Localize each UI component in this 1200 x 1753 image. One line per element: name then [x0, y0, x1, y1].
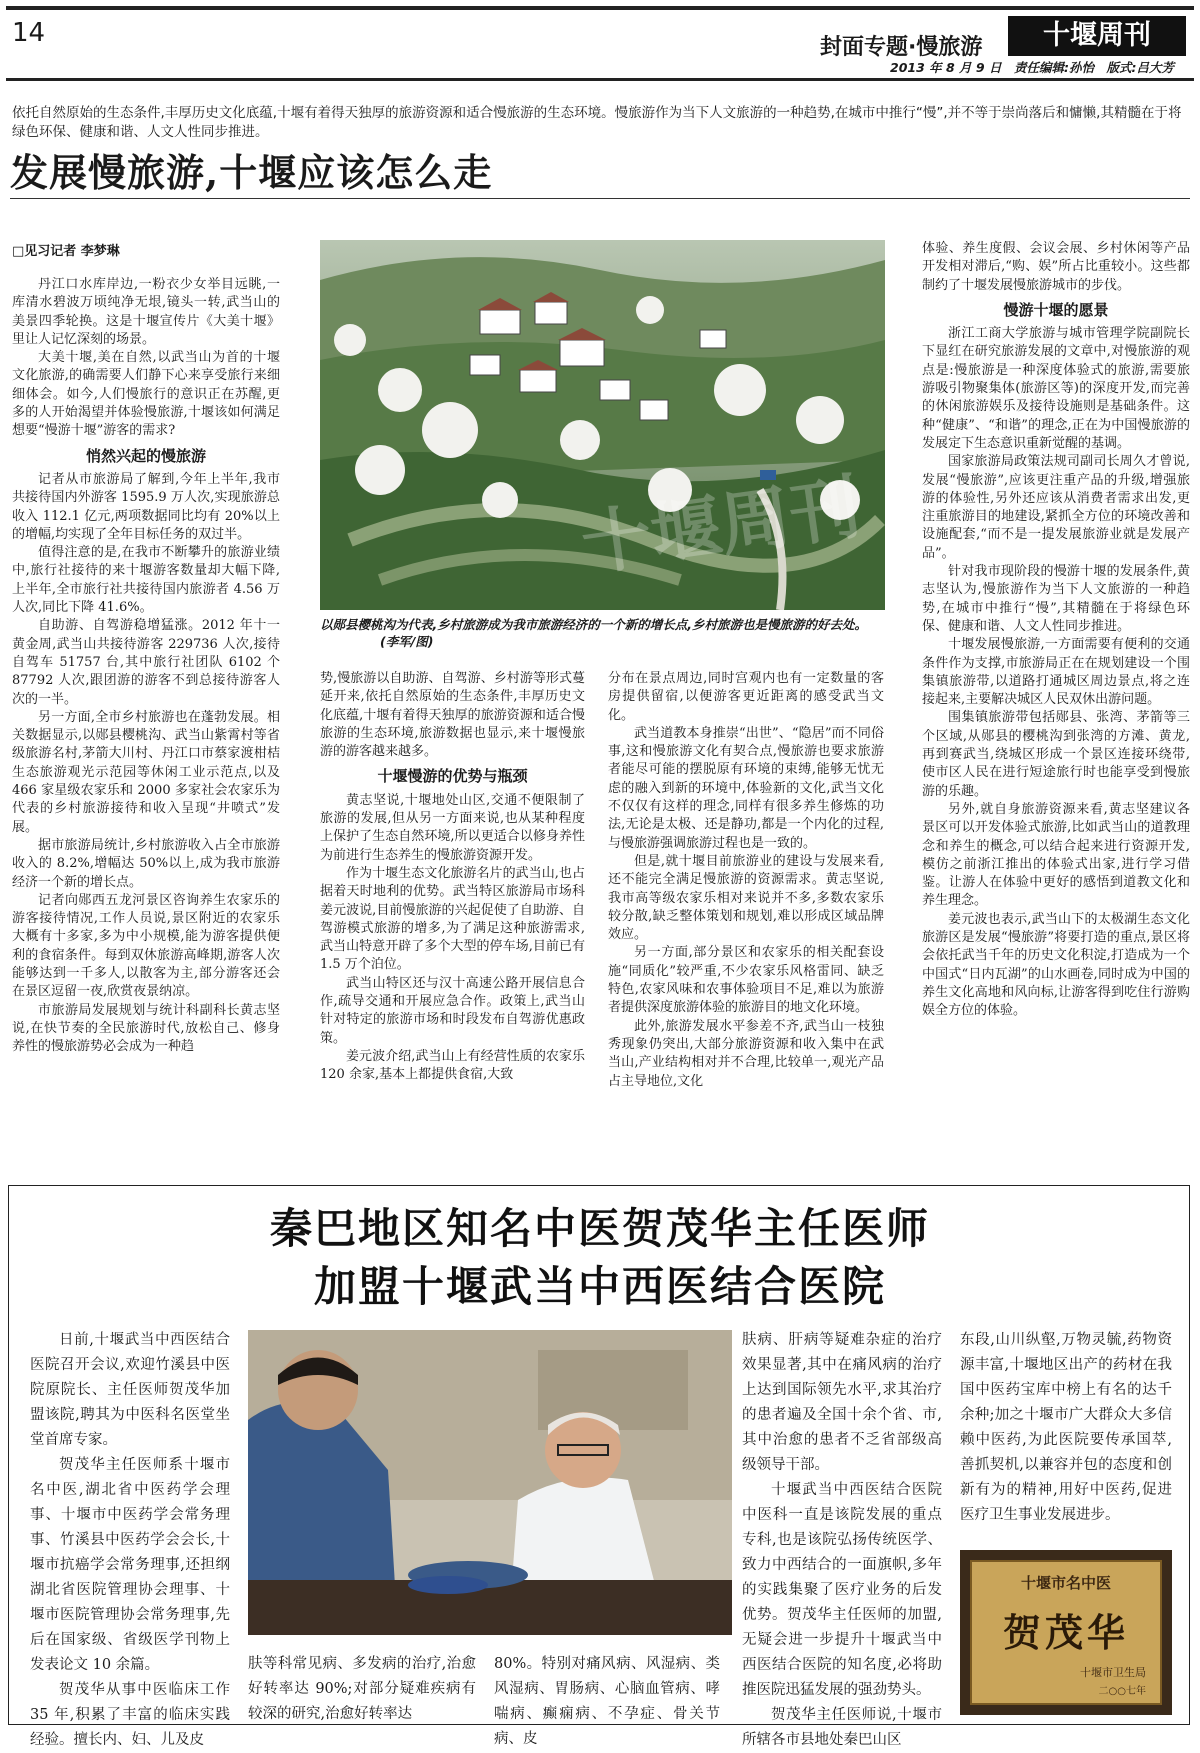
paragraph: 市旅游局发展规划与统计科副科长黄志坚说,在快节奏的全民旅游时代,放松自己、修身养性的慢旅游势必会成为一种趋	[12, 1002, 280, 1055]
header-rule	[6, 78, 1194, 81]
paragraph: 浙江工商大学旅游与城市管理学院副院长下显红在研究旅游发展的文章中,对慢旅游的观点是:慢旅游是一种深度体验式的旅游,需要旅游吸引物聚集体(旅游区等)的深度开发,而完善的休闲旅游娱乐及接待设施则是基础条件。这种“健康”、“和谐”的理念,正在为中国慢旅游的发展定下生态意识重新觉醒的基调。	[922, 326, 1190, 451]
subheading: 悄然兴起的慢旅游	[85, 446, 206, 465]
ad-col-3	[494, 1652, 720, 1752]
paragraph: 丹江口水库岸边,一粉衣少女举目远眺,一库清水碧波万顷纯净无垠,镜头一转,武当山的美景四季轮换。这是十堰宣传片《大美十堰》里让人记忆深刻的场景。	[12, 277, 280, 347]
paragraph: 值得注意的是,在我市不断攀升的旅游业绩中,旅行社接待的来十堰游客数量却大幅下降,上半年,全市旅行社共接待国内旅游者 4.56 万人次,同比下降 41.6%。	[12, 545, 280, 616]
caption-credit: (李军/图)	[380, 634, 434, 649]
plaque-face	[970, 1560, 1162, 1705]
photo-watermark: 十堰周刊	[576, 464, 866, 587]
plaque-name: 贺茂华	[1002, 1610, 1129, 1655]
paragraph: 贺茂华主任医师说,十堰市所辖各市县地处秦巴山区	[742, 1707, 942, 1748]
paragraph: 作为十堰生态文化旅游名片的武当山,也占据着天时地利的优势。武当特区旅游局市场科姜元波说,目前慢旅游的兴起促使了自助游、自驾游模式旅游的增多,为了满足这种旅游需求,武当山特意开辟了多个大型的停车场,目前已有 1.5 万个泊位。	[320, 865, 585, 973]
paragraph: 针对我市现阶段的慢游十堰的发展条件,黄志坚认为,慢旅游作为当下人文旅游的一种趋势,在城市中推行“慢”,其精髓在于将绿色环保、健康和谐、人文人性同步推进。	[922, 564, 1190, 634]
paragraph: 大美十堰,美在自然,以武当山为首的十堰文化旅游,的确需要人们静下心来享受旅行来细细体会。如今,人们慢旅行的意识正在苏醒,更多的人开始渴望并体验慢旅游,十堰该如何满足想要“慢游十堰”游客的需求?	[12, 350, 280, 439]
paragraph: 日前,十堰武当中西医结合医院召开会议,欢迎竹溪县中医院原院长、主任医师贺茂华加盟该院,聘其为中医科名医堂坐堂首席专家。	[30, 1332, 230, 1448]
article-lead: 依托自然原始的生态条件,丰厚历史文化底蕴,十堰有着得天独厚的旅游资源和适合慢旅游的生态环境。慢旅游作为当下人文旅游的一种趋势,在城市中推行“慢”,并不等于崇尚落后和慵懒,其精髓在于将绿色环保、健康和谐、人文人性同步推进。	[12, 105, 1182, 140]
title-rule	[10, 198, 1190, 199]
byline: □见习记者 李梦琳	[12, 244, 120, 259]
plaque-issuer: 十堰市卫生局	[1080, 1666, 1146, 1679]
paragraph: 十堰武当中西医结合医院中医科一直是该院发展的重点专科,也是该院弘扬传统医学、致力中西结合的一面旗帜,多年的实践集聚了医疗业务的后发优势。贺茂华主任医师的加盟,无疑会进一步提升十堰武当中西医结合医院的知名度,必将助推医院迅猛发展的强劲势头。	[742, 1482, 942, 1698]
article-col-1	[12, 276, 280, 1056]
paragraph: 国家旅游局政策法规司副司长周久才曾说,发展“慢旅游”,应该更注重产品的升级,增强旅游的体验性,另外还应该从消费者需求出发,更注重旅游目的地建设,紧抓全方位的环境改善和设施配套,“而不是一提发展旅游业就是发展产品”。	[922, 454, 1190, 561]
ad-col-1	[30, 1328, 230, 1753]
paragraph: 此外,旅游发展水平参差不齐,武当山一枝独秀现象仍突出,大部分旅游资源和收入集中在武当山,产业结构相对并不合理,比较单一,观光产品占主导地位,文化	[608, 1018, 884, 1089]
caption-text: 以郧县樱桃沟为代表,乡村旅游成为我市旅游经济的一个新的增长点,乡村旅游也是慢旅游的好去处。	[320, 617, 867, 632]
paragraph: 姜元波也表示,武当山下的太极湖生态文化旅游区是发展“慢旅游”将要打造的重点,景区将会依托武当千年的历史文化积淀,打造成为一个中国式“日内瓦湖”的山水画卷,同时成为中国的养生文化高地和风向标,让游客得到吃住行游购娱全方位的体验。	[922, 911, 1190, 1019]
subheading: 慢游十堰的愿景	[1003, 300, 1109, 319]
doctor-photo	[248, 1330, 732, 1635]
paragraph: 肤等科常见病、多发病的治疗,治愈好转率达 90%;对部分疑难疾病有较深的研究,治愈好转率达	[248, 1656, 476, 1722]
masthead: 十堰周刊	[1008, 16, 1186, 56]
honor-plaque	[960, 1550, 1172, 1715]
page-number: 14	[12, 18, 46, 48]
subheading: 十堰慢游的优势与瓶颈	[377, 767, 528, 786]
paragraph: 但是,就十堰目前旅游业的建设与发展来看,还不能完全满足慢旅游的资源需求。黄志坚说,我市高等级农家乐相对来说并不多,多数农家乐较分散,缺乏整体策划和规划,难以形成区域品牌效应。	[608, 853, 884, 943]
paragraph: 武当山特区还与汉十高速公路开展信息合作,疏导交通和开展应急合作。政策上,武当山针对特定的旅游市场和时段发布自驾游优惠政策。	[320, 975, 585, 1046]
paragraph: 武当道教本身推崇“出世”、“隐居”而不同俗事,这和慢旅游文化有契合点,慢旅游也要求旅游者能尽可能的摆脱原有环境的束缚,能够无忧无虑的融入到新的环境中,体验新的文化,武当文化不仅仅有这样的理念,同样有很多养生修炼的功法,无论是太极、还是静功,都是一个内化的过程,与慢旅游强调旅游过程也是一致的。	[608, 725, 884, 851]
paragraph: 另一方面,全市乡村旅游也在蓬勃发展。相关数据显示,以郧县樱桃沟、武当山紫霄村等省级旅游名村,茅箭大川村、丹江口市蔡家渡柑桔生态旅游观光示范园等休闲工业示范点,以及 466 家星级农家乐和 2000 多家社会农家乐为代表的乡村旅游接待和收入呈现“井喷式”发展。	[12, 709, 280, 835]
paragraph: 自助游、自驾游稳增猛涨。2012 年十一黄金周,武当山共接待游客 229736 人次,接待自驾车 51757 台,其中旅行社团队 6102 个 87792 人次,跟团游的游客不到总接待游客人次的一半。	[12, 618, 280, 707]
ad-title-line-2: 加盟十堰武当中西医结合医院	[313, 1262, 886, 1311]
paragraph: 肤病、肝病等疑难杂症的治疗效果显著,其中在痛风病的治疗上达到国际领先水平,求其治疗的患者遍及全国十余个省、市,其中治愈的患者不乏省部级高级领导干部。	[742, 1332, 942, 1473]
paragraph: 分布在景点周边,同时宫观内也有一定数量的客房提供留宿,以便游客更近距离的感受武当文化。	[608, 671, 884, 723]
ad-col-4	[742, 1328, 942, 1753]
article-col-4	[922, 240, 1190, 1020]
paragraph: 据市旅游局统计,乡村旅游收入占全市旅游收入的 8.2%,增幅达 50%以上,成为我市旅游经济一个新的增长点。	[12, 837, 280, 890]
paragraph: 姜元波介绍,武当山上有经营性质的农家乐 120 余家,基本上都提供食宿,大致	[320, 1048, 585, 1083]
paragraph: 围集镇旅游带包括郧县、张湾、茅箭等三个区域,从郧县的樱桃沟到张湾的方滩、黄龙,再到赛武当,绕城区形成一个景区连接环绕带,使市区人民在进行短途旅行时也能享受到慢旅游的乐趣。	[922, 710, 1190, 799]
paragraph: 势,慢旅游以自助游、自驾游、乡村游等形式蔓延开来,依托自然原始的生态条件,丰厚历史文化底蕴,十堰有着得天独厚的旅游资源和适合慢旅游的生态环境,旅游数据也显示,来十堰慢旅游的游客越来越多。	[320, 671, 585, 760]
paragraph: 记者从市旅游局了解到,今年上半年,我市共接待国内外游客 1595.9 万人次,实现旅游总收入 112.1 亿元,两项数据同比均有 20%以上的增幅,均实现了全年目标任务的双过半。	[12, 471, 280, 542]
issue-meta: 2013 年 8 月 9 日 责任编辑:孙怡 版式:吕大芳	[890, 60, 1174, 75]
paragraph: 东段,山川纵壑,万物灵毓,药物资源丰富,十堰地区出产的药材在我国中医药宝库中榜上有名的达千余种;加之十堰市广大群众大多信赖中医药,为此医院要传承国萃,善抓契机,以兼容并包的态度和创新有为的精神,用好中医药,促进医疗卫生事业发展进步。	[960, 1332, 1172, 1523]
village-photo	[320, 240, 885, 610]
photo-caption	[320, 616, 885, 650]
paragraph: 另一方面,部分景区和农家乐的相关配套设施“同质化”较严重,不少农家乐风格雷同、缺乏特色,农家风味和农事体验项目不足,难以为旅游者提供深度旅游体验的旅游目的地文化环境。	[608, 945, 884, 1016]
paragraph: 十堰发展慢旅游,一方面需要有便利的交通条件作为支撑,市旅游局正在在规划建设一个围集镇旅游带,以道路打通城区周边景点,将之连接起来,主要解决城区人民双休出游问题。	[922, 637, 1190, 708]
ad-col-2	[248, 1652, 476, 1727]
section-title: 封面专题·慢旅游	[820, 35, 983, 60]
plaque-top: 十堰市名中医	[1020, 1574, 1111, 1592]
consultation-illustration	[248, 1330, 732, 1635]
article-title: 发展慢旅游,十堰应该怎么走	[10, 150, 493, 195]
plaque-date: 二○○七年	[1098, 1686, 1146, 1697]
paragraph: 贺茂华主任医师系十堰市名中医,湖北省中医药学会理事、十堰市中医药学会常务理事、竹溪县中医药学会会长,十堰市抗癌学会常务理事,还担纲湖北省医院管理协会理事、十堰市医院管理协会常务理事,先后在国家级、省级医学刊物上发表论文 10 余篇。	[30, 1457, 230, 1673]
ad-title-line-1: 秦巴地区知名中医贺茂华主任医师	[269, 1204, 930, 1253]
ad-col-5	[960, 1328, 1172, 1528]
article-col-2	[320, 670, 585, 1085]
top-rule	[6, 6, 1194, 10]
paragraph: 记者向郧西五龙河景区咨询养生农家乐的游客接待情况,工作人员说,景区附近的农家乐大概有十多家,多为中小规模,能为游客提供便利的食宿条件。每到双休旅游高峰期,游客人次能够达到一千多人,以散客为主,部分游客还会在景区逗留一夜,欣赏夜景纳凉。	[12, 892, 280, 1000]
paragraph: 体验、养生度假、会议会展、乡村休闲等产品开发相对滞后,“购、娱”所占比重较小。这些都制约了十堰发展慢旅游城市的步伐。	[922, 241, 1190, 293]
article-col-3	[608, 670, 884, 1091]
paragraph: 另外,就自身旅游资源来看,黄志坚建议各景区可以开发体验式旅游,比如武当山的道教理念和养生的概念,可以结合起来进行资源开发,模仿之前浙江推出的体验式出家,进行学习借鉴。让游人在体验中更好的感悟到道教文化和养生理念。	[922, 801, 1190, 909]
paragraph: 贺茂华从事中医临床工作 35 年,积累了丰富的临床实践经验。擅长内、妇、儿及皮	[30, 1682, 230, 1748]
paragraph: 黄志坚说,十堰地处山区,交通不便限制了旅游的发展,但从另一方面来说,也从某种程度上保护了生态自然环境,所以更适合以修身养性为前进行生态养生的慢旅游资源开发。	[320, 792, 585, 863]
paragraph: 80%。特别对痛风病、风湿病、类风湿病、胃肠病、心脑血管病、哮喘病、癫痫病、不孕症、骨关节病、皮	[494, 1656, 720, 1747]
